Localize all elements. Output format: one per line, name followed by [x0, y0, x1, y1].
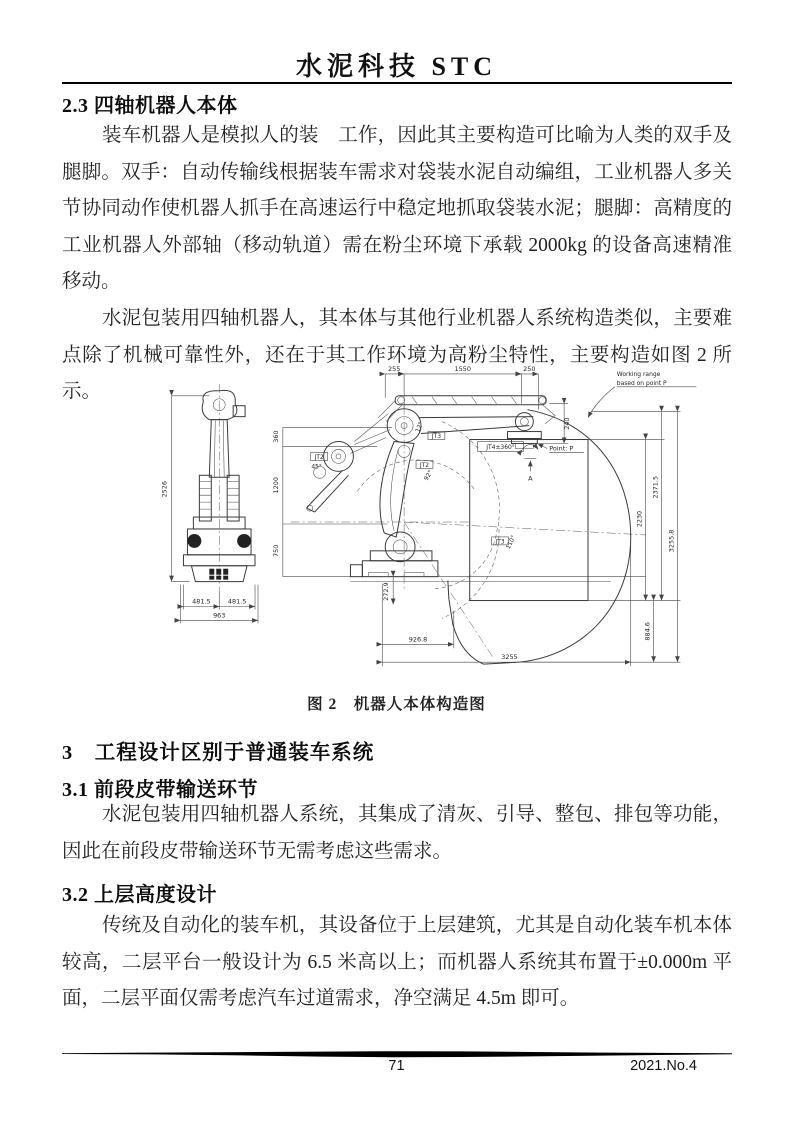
dim-top-c: 250	[523, 364, 536, 373]
robot-construction-diagram	[142, 360, 702, 688]
paragraph: 装车机器人是模拟人的装 工作，因此其主要构造可比喻为人类的双手及腿脚。双手：自动传输线根据装车需求对袋装水泥自动编组，工业机器人多关节协同动作使机器人抓手在高速运行中稳定地抓取袋装水泥；腿脚：高精度的工业机器人外部轴（移动轨道）需在粉尘环境下承载 2000kg 的设备高速精准移动。	[62, 125, 732, 293]
label-jt2-left: JT2	[314, 453, 324, 461]
header-divider	[62, 82, 732, 84]
label-jt4: JT4±360°	[486, 443, 515, 451]
page-title: 水泥科技 STC	[295, 52, 498, 81]
dim-front-height: 2526	[160, 480, 169, 498]
paragraph: 水泥包装用四轴机器人系统，其集成了清灰、引导、整包、排包等功能，因此在前段皮带输送环节无需考虑这些需求。	[62, 804, 732, 862]
working-range-note-line2: based on point P	[616, 379, 667, 387]
dim-reach-total: 3255.8	[667, 529, 676, 553]
page-number: 71	[388, 1058, 405, 1074]
label-jt2-mid-angle: 92°	[422, 469, 435, 482]
label-jt2-mid: JT2	[419, 461, 430, 469]
working-envelope-outline	[448, 410, 631, 664]
dim-left-c: 750	[271, 544, 280, 558]
dim-left-b: 1200	[271, 477, 280, 494]
dim-box-height: 2230	[635, 510, 644, 528]
dim-reach-mid: 2371.5	[651, 475, 660, 499]
dim-front-total: 963	[213, 611, 226, 620]
dim-front-left: 481.5	[192, 597, 211, 606]
dim-front-right: 481.5	[227, 597, 247, 606]
working-range-box	[470, 440, 588, 601]
section-3-1-body	[62, 797, 732, 870]
dim-below: 884.6	[643, 622, 652, 641]
working-range-note-line1: Working range	[616, 370, 661, 378]
label-point-p: Point: P	[549, 444, 574, 453]
section-2-3-heading: 2.3 四轴机器人本体	[62, 95, 238, 117]
paragraph: 水泥包装用四轴机器人，其本体与其他行业机器人系统构造类似，主要难点除了机械可靠性外，还在于其工作环境为高粉尘特性，主要构造如图 2 所示。	[62, 307, 732, 403]
paragraph: 传统及自动化的装车机，其设备位于上层建筑，尤其是自动化装车机本体较高，二层平台一般设计为 6.5 米高以上；而机器人系统其布置于±0.000m 平面，二层平面仅需考虑汽车过道需求，净空满足 4.5m 即可。	[62, 915, 732, 1010]
section-3-heading: 3 工程设计区别于普通装车系统	[62, 742, 375, 764]
dim-top-b: 1550	[454, 364, 471, 373]
figure-2-caption: 图 2 机器人本体构造图	[307, 696, 486, 713]
dim-step: 272.9	[382, 582, 391, 601]
label-jt3-top: JT3	[431, 433, 442, 441]
front-view-drawing	[161, 384, 258, 624]
dim-wrist: 240	[563, 417, 572, 430]
base-connector-cluster	[209, 569, 228, 580]
label-jt3-low-angle: 110°	[504, 534, 518, 551]
dim-top-a: 255	[388, 364, 401, 373]
label-jt2-left-angle: 45°	[311, 463, 322, 471]
dim-bottom-total: 3255	[501, 653, 518, 662]
section-3-2-heading: 3.2 上层高度设计	[62, 884, 217, 906]
section-3-1-heading: 3.1 前段皮带输送环节	[62, 779, 258, 801]
dim-left-a: 360	[271, 430, 280, 443]
figure-2-robot-drawing	[142, 360, 702, 688]
dim-bottom-a: 926.8	[408, 635, 428, 644]
label-jt3-top-angle: 12°	[414, 420, 425, 434]
label-axis-a: A	[528, 474, 533, 483]
side-view-drawing	[272, 365, 696, 666]
section-3-2-body	[62, 908, 732, 1018]
issue-number: 2021.No.4	[630, 1058, 697, 1074]
label-jt3-low: JT3	[495, 538, 505, 546]
